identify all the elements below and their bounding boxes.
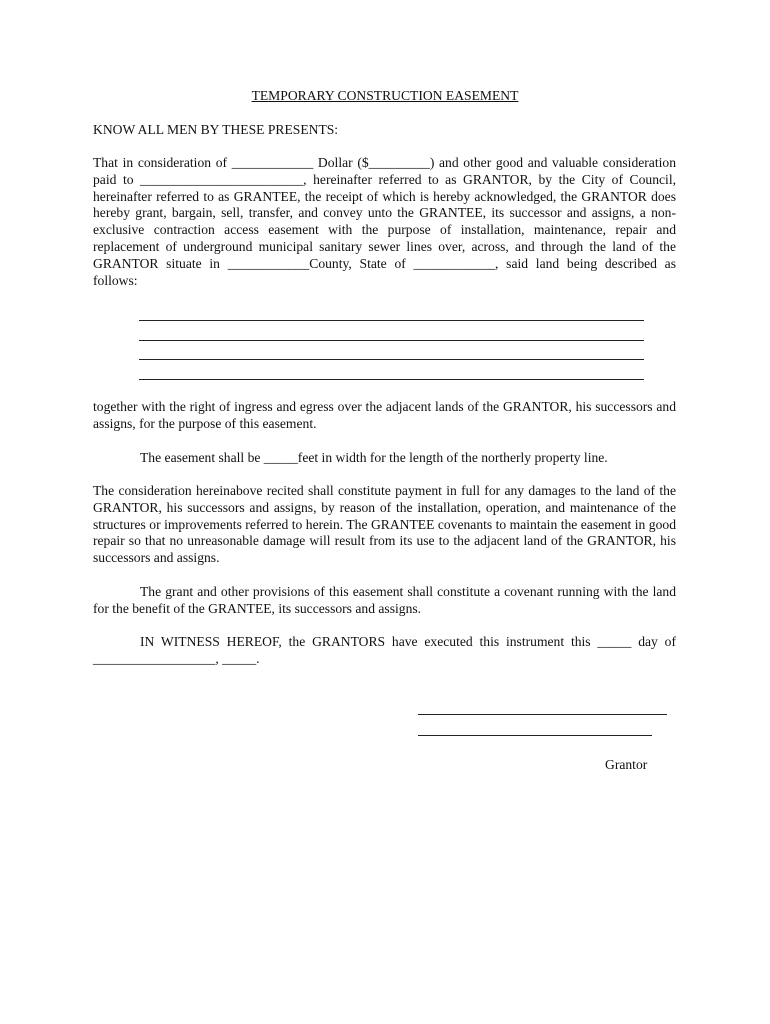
land-description-line [139, 359, 644, 360]
covenant-paragraph: The grant and other provisions of this easement shall constitute a covenant running with the land for the benefit of the GRANTEE, its successors and assigns. [93, 584, 676, 616]
land-description-line [139, 320, 644, 321]
signature-line [418, 735, 652, 736]
grantor-label: Grantor [605, 757, 648, 772]
land-description-line [139, 340, 644, 341]
document-title: TEMPORARY CONSTRUCTION EASEMENT [251, 88, 519, 103]
land-description-line [139, 379, 644, 380]
preamble-heading: KNOW ALL MEN BY THESE PRESENTS: [93, 122, 339, 137]
consideration-paragraph: That in consideration of ____________ Dollar ($_________) and other good and valuable consideration paid to ________________________, hereinafter referred to as GRANTOR, by the City of Council, hereinafter referred to as GRANTEE, the receipt of which is hereby acknowledged, the GRANTOR does hereby grant, bargain, sell, transfer, and convey unto the GRANTEE, its successor and assigns, a non-exclusive contraction access easement with the purpose of installation, maintenance, repair and replacement of underground municipal sanitary sewer lines over, across, and through the land of the GRANTOR situate in ____________County, State of ____________, said land being described as follows: [93, 155, 676, 288]
ingress-egress-paragraph: together with the right of ingress and egress over the adjacent lands of the GRANTOR, his successors and assigns, for the purpose of this easement. [93, 399, 676, 431]
witness-paragraph: IN WITNESS HEREOF, the GRANTORS have executed this instrument this _____ day of __________________, _____. [93, 634, 676, 666]
damages-paragraph: The consideration hereinabove recited shall constitute payment in full for any damages to the land of the GRANTOR, his successors and assigns, by reason of the installation, operation, and maintenance of the structures or improvements referred to herein. The GRANTEE covenants to maintain the easement in good repair so that no unreasonable damage will result from its use to the adjacent land of the GRANTOR, his successors and assigns. [93, 483, 676, 566]
easement-width-paragraph: The easement shall be _____feet in width for the length of the northerly property line. [140, 450, 608, 465]
signature-line [418, 714, 667, 715]
